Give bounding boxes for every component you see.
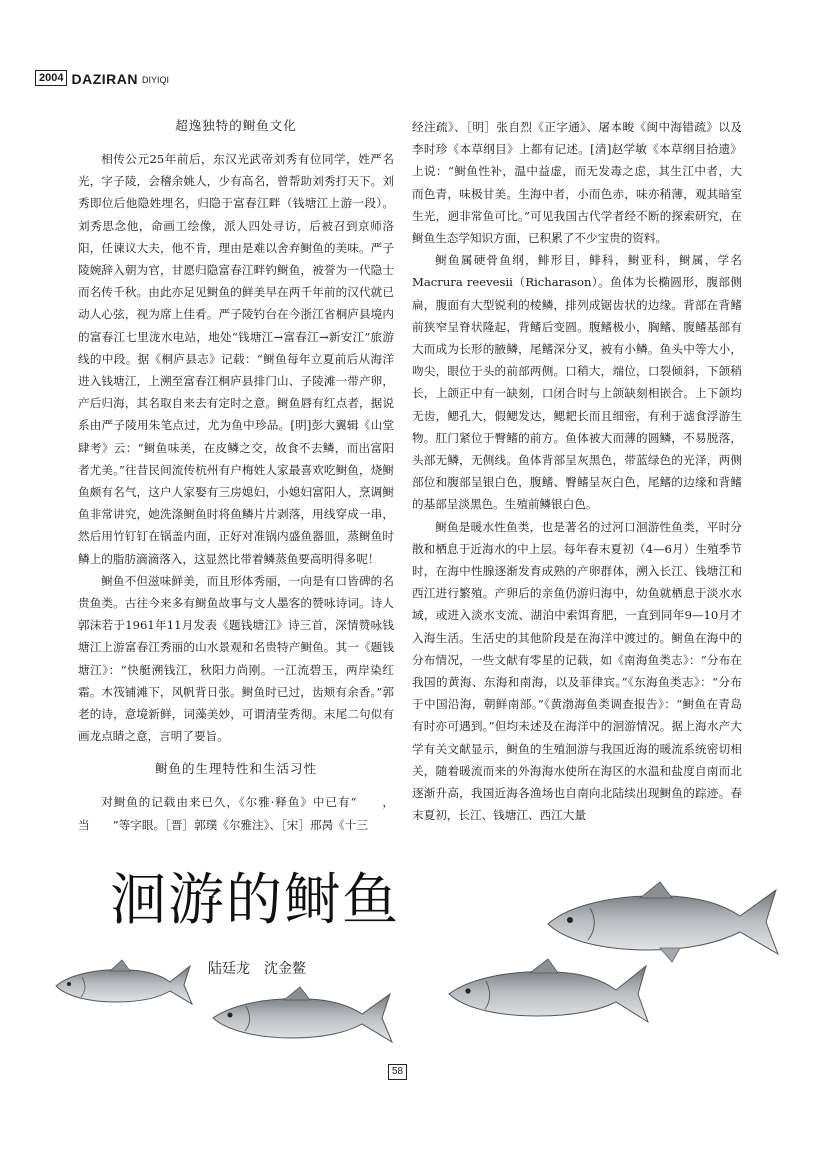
article-title: 洄游的鲥鱼 (110, 868, 400, 933)
section-heading-biology: 鲥鱼的生理特性和生活习性 (154, 761, 317, 777)
fish-illustration-3 (208, 984, 394, 1048)
paragraph: 对鲥鱼的记载由来已久，《尔雅·释鱼》中已有“ ，当 ”等字眼。［晋］郭璞《尔雅注》、［宋］邢昺《十三 (78, 795, 394, 832)
header-brand: DAZIRAN (71, 71, 138, 87)
fish-illustration-4 (444, 956, 650, 1028)
fish-illustration-2 (52, 958, 194, 1012)
paragraph: 鲥鱼不但滋味鲜美，而且形体秀丽，一向是有口皆碑的名贵鱼类。古往今来多有鲥鱼故事与文人墨客的赞咏诗词。诗人郭沫若于1961年11月发表《题钱塘江》诗三首，深情赞咏钱塘江上游富春江秀丽的山水景观和名贵特产鲥鱼。其一《题钱塘江》：“快艇溯钱江，秋阳力尚刚。一江流碧玉，两岸染红霜。木筏铺滩下，风帆背日张。鲥鱼时已过，齿颊有余香。”郭老的诗，意境新鲜，词藻美妙，可谓清莹秀彻。末尾二句似有画龙点睛之意，言明了要旨。 (78, 573, 394, 744)
paragraph: 经注疏》、［明］张自烈《正字通》、屠本畯《闽中海错疏》以及李时珍《本草纲目》上都有记述。[清]赵学敏《本草纲目拾遗》上说：“鲥鱼性补，温中益虚，而无发毒之虑，其生江中者，大而色青，味极甘美。生海中者，小而色赤，味亦稍薄，观其暗室生光，迥非常鱼可比。”可见我国古代学者经不断的探索研究，在鲥鱼生态学知识方面，已积累了不少宝贵的资料。 (412, 120, 742, 246)
page-header (35, 70, 169, 86)
paragraph: 鲥鱼属硬骨鱼纲，鲱形目，鲱科，鲥亚科，鲥属，学名Macrura reevesii（Richarason）。鱼体为长椭圆形，腹部侧扁，腹面有大型锐利的棱鳞，排列成锯齿状的边缘。背部在背鳍前狭窄呈脊状隆起，背鳍后变圆。腹鳍极小，胸鳍、腹鳍基部有大而成为长形的腋鳞，尾鳍深分叉，被有小鳞。鱼头中等大小，吻尖，眼位于头的前部两侧。口稍大，端位，口裂倾斜，下颌稍长，上颌正中有一缺刻，口闭合时与上颌缺刻相嵌合。上下颌均无齿，鳃孔大，假鳃发达，鳃耙长而且细密，有利于滤食浮游生物。肛门紧位于臀鳍的前方。鱼体被大而薄的圆鳞，不易脱落，头部无鳞，无侧线。鱼体背部呈灰黑色，带蓝绿色的光泽，两侧部位和腹部呈银白色，腹鳍、臀鳍呈灰白色，尾鳍的边缘和背鳍的基部呈淡黑色。生殖前鳞银白色。 (412, 253, 742, 512)
right-column (412, 116, 742, 827)
header-sub: DIYIQI (141, 75, 169, 85)
header-year: 2004 (35, 70, 67, 86)
section-heading-culture: 超逸独特的鲥鱼文化 (175, 118, 297, 133)
article-authors: 陆廷龙 沈金鳌 (208, 961, 306, 977)
fish-illustration-1 (540, 876, 782, 966)
left-column (78, 116, 394, 836)
paragraph: 相传公元25年前后，东汉光武帝刘秀有位同学，姓严名光，字子陵，会稽余姚人，少有高名，曾帮助刘秀打天下。刘秀即位后他隐姓埋名，归隐于富春江畔（钱塘江上游一段）。刘秀思念他，命画工绘像，派人四处寻访，后被召到京师洛阳，任谏议大夫，他不肯，理由是难以舍弃鲥鱼的美味。严子陵婉辞入朝为官，甘愿归隐富春江畔钓鲥鱼，被誉为一代隐士而名传千秋。由此亦足见鲥鱼的鲜美早在两千年前的汉代就已动人心弦，视为席上佳肴。严子陵钓台在今浙江省桐庐县境内的富春江七里泷水电站，地处“钱塘江→富春江→新安江”旅游线的中段。据《桐庐县志》记载：“鲥鱼每年立夏前后从海洋进入钱塘江，上溯至富春江桐庐县排门山、子陵滩一带产卵，产后归海，其名取自来去有定时之意。鲥鱼唇有红点者，据说系由严子陵用朱笔点过，尤为鱼中珍品。[明]彭大翼辑《山堂肆考》云：“鲥鱼味美，在皮鳞之交，故食不去鳞，而出富阳者尤美。”往昔民间流传杭州有户梅姓人家最喜欢吃鲥鱼，烧鲥鱼颇有名气，这户人家娶有三房媳妇，小媳妇富阳人，烹调鲥鱼非常讲究，她洗涤鲥鱼时将鱼鳞片片剥落，用线穿成一串，然后用竹钉钉在锅盖内面，正好对准锅内盛鱼器皿，蒸鲥鱼时鳞上的脂肪滴滴落入，这显然比带着鳞蒸鱼要高明得多呢！ (78, 152, 394, 566)
page-number: 58 (388, 1064, 407, 1080)
paragraph: 鲥鱼是暖水性鱼类，也是著名的过河口洄游性鱼类，平时分散和栖息于近海水的中上层。每年春末夏初（4—6月）生殖季节时，在海中性腺逐渐发育成熟的产卵群体，溯入长江、钱塘江和西江进行繁殖。产卵后的亲鱼仍游归海中，幼鱼就栖息于淡水水域，或进入淡水支流、湖泊中索饵育肥，一直到同年9—10月才入海生活。生活史的其他阶段是在海洋中渡过的。鲥鱼在海中的分布情况，一些文献有零星的记载，如《南海鱼类志》：“分布在我国的黄海、东海和南海，以及菲律宾。”《东海鱼类志》：“分布于中国沿海，朝鲜南部。”《黄渤海鱼类调查报告》：“鲥鱼在青岛有时亦可遇到。”但均未述及在海洋中的洄游情况。据上海水产大学有关文献显示，鲥鱼的生殖洄游与我国近海的暖流系统密切相关，随着暖流而来的外海海水使所在海区的水温和盐度自南而北逐渐升高，我国近海各渔场也自南向北陆续出现鲥鱼的踪迹。春末夏初，长江、钱塘江、西江大量 (412, 519, 742, 823)
